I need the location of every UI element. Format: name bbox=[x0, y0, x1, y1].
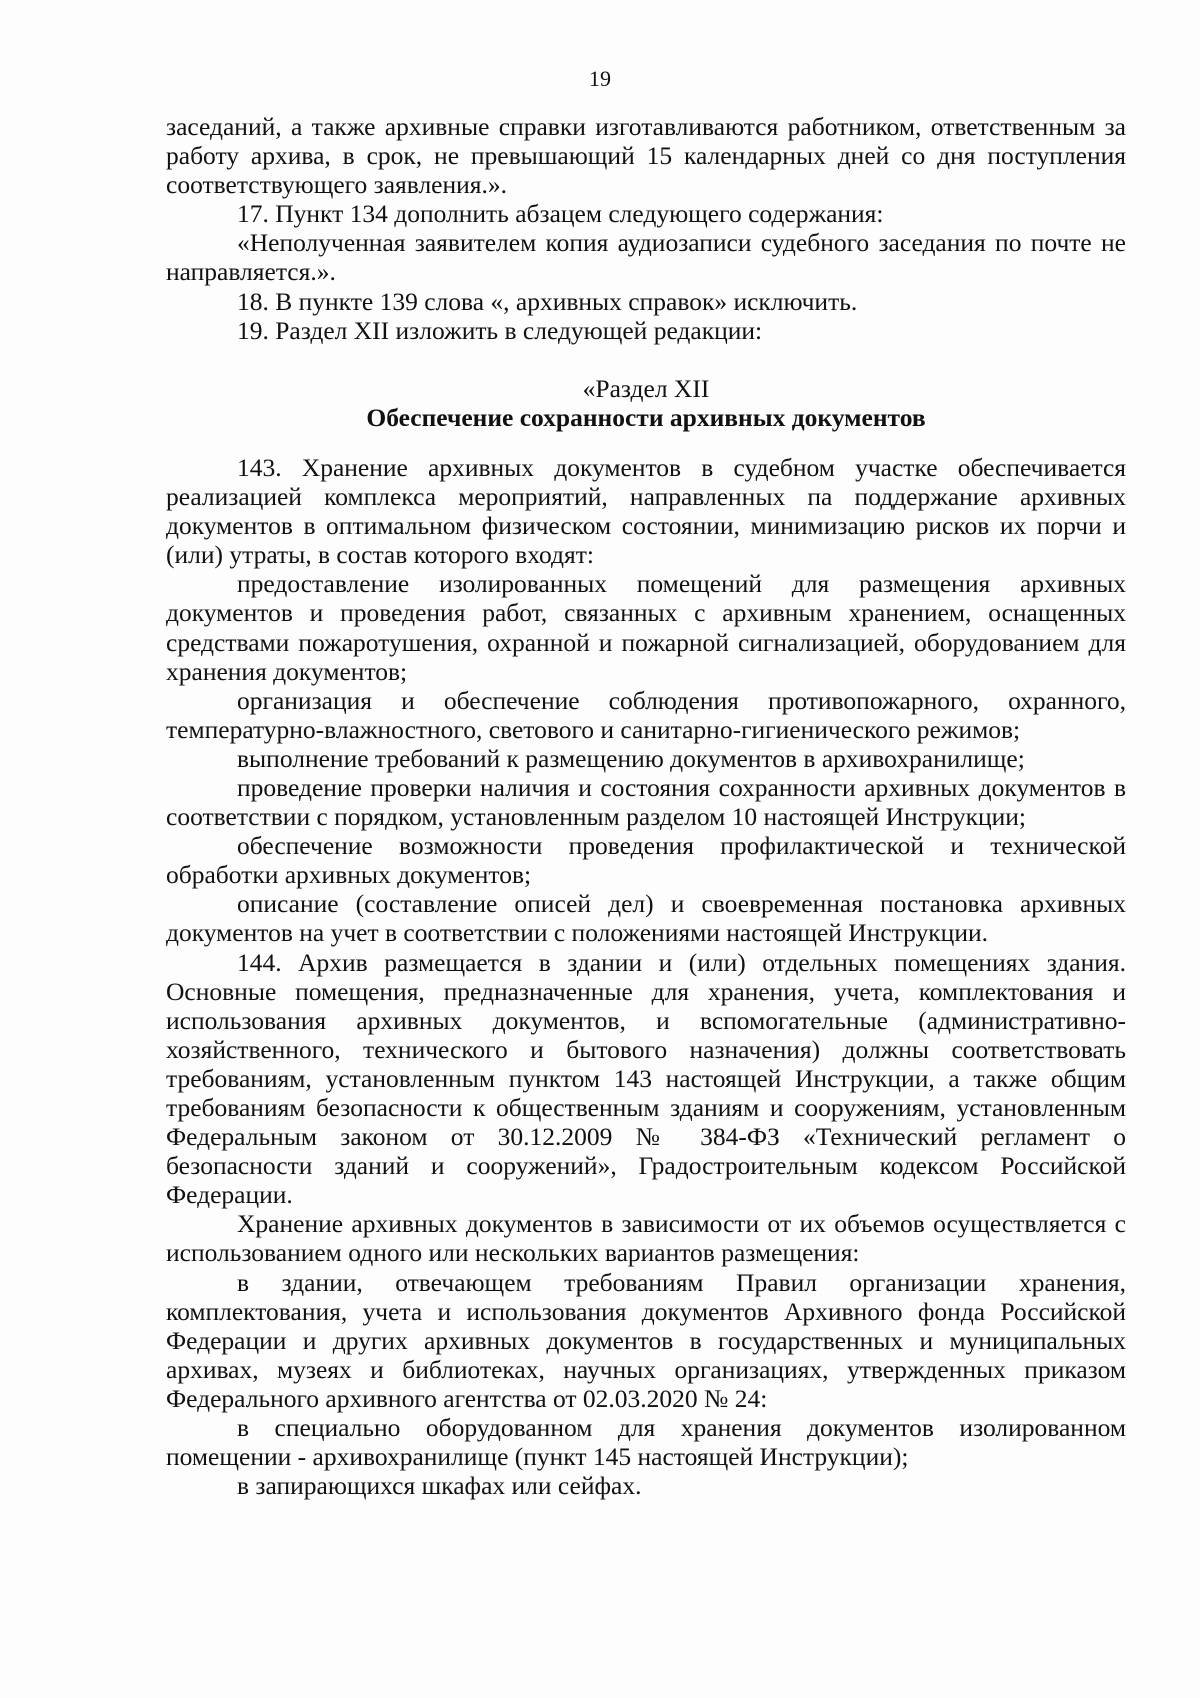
paragraph: заседаний, а также архивные справки изготавливаются работником, ответственным за работу архива, в срок, не превышающий 15 календарных дней со дня поступления соответствующего заявления.». bbox=[166, 112, 1126, 200]
paragraph: Хранение архивных документов в зависимости от их объемов осуществляется с использованием одного или нескольких вариантов размещения: bbox=[166, 1209, 1126, 1268]
paragraph: в здании, отвечающем требованиям Правил организации хранения, комплектования, учета и использования документов Архивного фонда Российской Федерации и других архивных документов в государственных и муниципальных архивах, музеях и библиотеках, научных организациях, утвержденных приказом Федерального архивного агентства от 02.03.2020 № 24: bbox=[166, 1267, 1126, 1413]
paragraph: предоставление изолированных помещений для размещения архивных документов и проведения работ, связанных с архивным хранением, оснащенных средствами пожаротушения, охранной и пожарной сигнализацией, оборудованием для хранения документов; bbox=[166, 569, 1126, 686]
paragraph: «Неполученная заявителем копия аудиозаписи судебного заседания по почте не направляется.». bbox=[166, 228, 1126, 287]
paragraph: 144. Архив размещается в здании и (или) отдельных помещениях здания. Основные помещения, предназначенные для хранения, учета, комплектования и использования архивных документов, и вспомогательные (административно-хозяйственного, технического и бытового назначения) должны соответствовать требованиям, установленным пунктом 143 настоящей Инструкции, а также общим требованиям безопасности к общественным зданиям и сооружениям, установленным Федеральным законом от 30.12.2009 № 384-ФЗ «Технический регламент о безопасности зданий и сооружений», Градостроительным кодексом Российской Федерации. bbox=[166, 947, 1126, 1210]
paragraph: описание (составление описей дел) и своевременная постановка архивных документов на учет в соответствии с положениями настоящей Инструкции. bbox=[166, 889, 1126, 948]
paragraph: организация и обеспечение соблюдения противопожарного, охранного, температурно-влажностного, светового и санитарно-гигиенического режимов; bbox=[166, 685, 1126, 744]
paragraph: проведение проверки наличия и состояния сохранности архивных документов в соответствии с порядком, установленным разделом 10 настоящей Инструкции; bbox=[166, 772, 1126, 832]
paragraph: 17. Пункт 134 дополнить абзацем следующего содержания: bbox=[237, 199, 884, 229]
paragraph: в запирающихся шкафах или сейфах. bbox=[237, 1471, 642, 1501]
paragraph: 19. Раздел XII изложить в следующей редакции: bbox=[237, 315, 763, 345]
document-body bbox=[166, 112, 1126, 1500]
paragraph: обеспечение возможности проведения профилактической и технической обработки архивных документов; bbox=[166, 831, 1126, 890]
page-number: 19 bbox=[589, 66, 611, 91]
spacer bbox=[166, 345, 1126, 374]
paragraph: в специально оборудованном для хранения документов изолированном помещении - архивохранилище (пункт 145 настоящей Инструкции); bbox=[166, 1413, 1126, 1472]
paragraph: выполнение требований к размещению документов в архивохранилище; bbox=[237, 743, 1025, 773]
section-label: «Раздел XII bbox=[582, 373, 710, 403]
spacer bbox=[166, 432, 1126, 453]
paragraph: 143. Хранение архивных документов в судебном участке обеспечивается реализацией комплекса мероприятий, направленных па поддержание архивных документов в оптимальном физическом состоянии, минимизацию рисков их порчи и (или) утраты, в состав которого входят: bbox=[166, 452, 1126, 570]
section-title: Обеспечение сохранности архивных документов bbox=[366, 402, 926, 432]
paragraph: 18. В пункте 139 слова «, архивных справок» исключить. bbox=[237, 286, 858, 316]
